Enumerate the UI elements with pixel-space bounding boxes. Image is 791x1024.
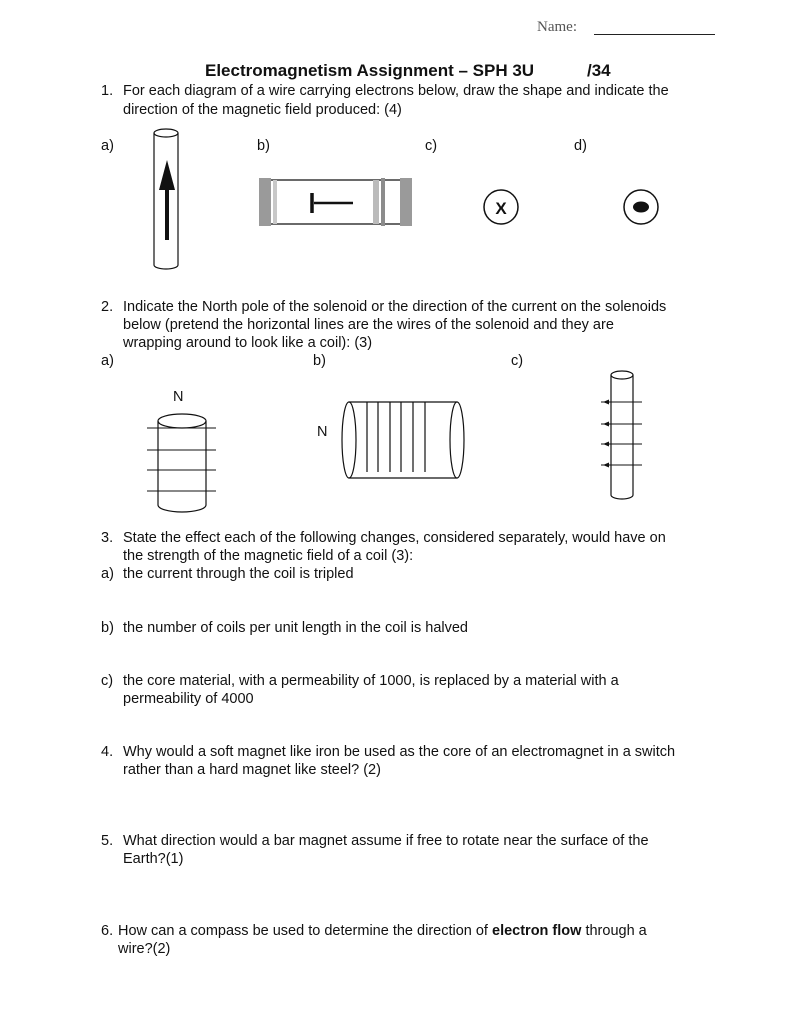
q4-text-line2: rather than a hard magnet like steel? (2) [123,762,381,778]
q1-c-symbol: X [495,199,507,218]
q6-text-pre: How can a compass be used to determine the direction of [118,923,488,939]
q6-number: 6. [101,923,114,939]
q2-label-a: a) [101,353,114,369]
q5-text-line2: Earth?(1) [123,851,184,867]
q3-c-text-line2: permeability of 4000 [123,691,254,707]
q3-b-text: the number of coils per unit length in the coil is halved [123,620,468,636]
q4-number: 4. [101,744,114,760]
q5-number: 5. [101,833,114,849]
q3-b-label: b) [101,620,114,636]
q3-a-label: a) [101,566,114,582]
q2-label-c: c) [511,353,524,369]
q6-text-bold: electron flow [492,923,582,939]
q1-label-d: d) [574,138,587,154]
q4-text-line1: Why would a soft magnet like iron be used as the core of an electromagnet in a switch [123,744,676,760]
page-title: Electromagnetism Assignment – SPH 3U [205,61,535,80]
q6-text-line1 [118,922,647,940]
q2-text-line1: Indicate the North pole of the solenoid or the direction of the current on the solenoids [123,299,667,315]
name-label: Name: [537,19,577,35]
q3-c-text-line1: the core material, with a permeability of 1000, is replaced by a material with a [123,673,619,689]
q2-c-arrow-4 [603,463,609,468]
q6-text-post: through a [585,923,647,939]
q1-label-b: b) [257,138,270,154]
q2-a-north-pole-label: N [173,389,184,405]
q2-text-line2: below (pretend the horizontal lines are the wires of the solenoid and they are [123,317,614,333]
q2-text-line3: wrapping around to look like a coil): (3) [123,335,373,351]
q2-b-north-pole-label: N [317,424,328,440]
q2-c-arrow-1 [603,400,609,405]
q5-text-line1: What direction would a bar magnet assume if free to rotate near the surface of the [123,833,649,849]
q1-number: 1. [101,83,114,99]
total-marks: /34 [587,61,611,80]
q3-a-text: the current through the coil is tripled [123,566,354,582]
q3-text-line1: State the effect each of the following changes, considered separately, would have on [123,530,666,546]
q2-c-arrow-2 [603,422,609,427]
q1-label-a: a) [101,138,114,154]
q6-text-line2: wire?(2) [118,941,171,957]
q3-text-line2: the strength of the magnetic field of a coil (3): [123,548,414,564]
q2-number: 2. [101,299,114,315]
q1-label-c: c) [425,138,438,154]
q3-number: 3. [101,530,114,546]
q1-text-line1: For each diagram of a wire carrying electrons below, draw the shape and indicate the [123,83,669,99]
q1-text-line2: direction of the magnetic field produced: (4) [123,102,402,118]
q2-label-b: b) [313,353,326,369]
q2-c-arrow-3 [603,442,609,447]
q3-c-label: c) [101,673,114,689]
